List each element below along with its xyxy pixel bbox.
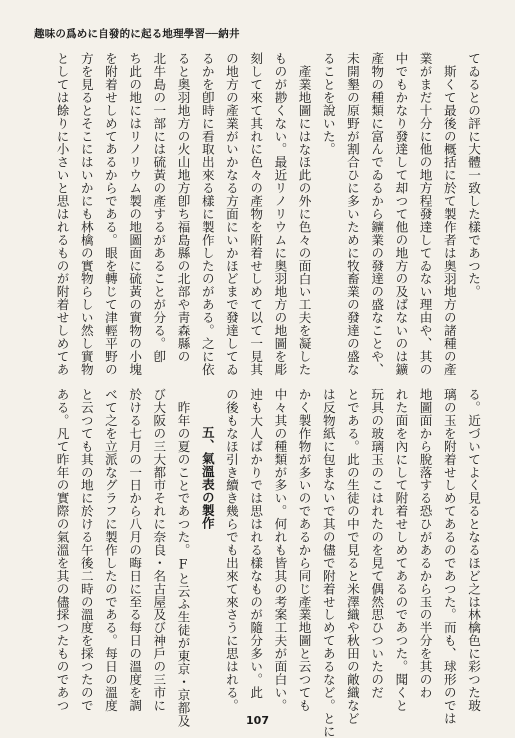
text-line: を附着せしめてあるからである。眼を轉じて津輕平野の xyxy=(102,52,118,376)
text-line: 於ける七月の一日から八月の晦日に至る每日の溫度を調 xyxy=(127,388,143,712)
text-line: ものが尠くない。最近リノリウムに奥羽地方の地圖を彫 xyxy=(272,52,288,376)
text-line: 斯くて最後の概括に於て製作者は奥羽地方の諸種の產 xyxy=(441,64,457,376)
section-heading: 五、氣溫表の製作 xyxy=(199,425,215,530)
text-line: べて之を立派なグラフに製作したのである。每日の溫度 xyxy=(102,388,118,712)
text-line: 方を見るとそこにはいかにも林檎の實物らしい然し實物 xyxy=(78,52,94,376)
text-line: 產業地圖にはなほ此の外に色々の面白い工夫を凝した xyxy=(296,64,312,376)
text-line: 北牛島の一部には硫黃の產するがあることが分る。卽 xyxy=(151,52,167,363)
text-line: 刻して來て其れに色々の產物を附着せしめて以て一見其 xyxy=(248,52,264,376)
text-line: てゐるとの評に大體一致した樣であつた。 xyxy=(466,52,481,299)
text-line: 業がまだ十分に他の地方程發達してゐない理由や、其の xyxy=(417,52,433,376)
text-line: ると奥羽地方の火山地方卽ち福島縣の北部や靑森縣の xyxy=(175,52,191,363)
text-line: 中々其の種類が多い。何れも皆其の考案工夫が面白い。 xyxy=(272,388,288,712)
text-line: 產物の種類に富んでゐるから鑛業の發達の盛なことや、 xyxy=(369,52,385,376)
text-line: とである。此の生徒の中で見ると米澤織や秋田の敵織など xyxy=(344,388,360,725)
text-line: 未開墾の原野が割合ひに多いために牧畜業の發達の盛な xyxy=(344,52,360,376)
text-line: るかを卽時に看取出來る樣に製作したのがある。之に依 xyxy=(199,52,215,376)
text-line: 地圖面から脫落する恐ひがあるから玉の半分を其のわ xyxy=(417,388,433,699)
text-line: ある。凡て昨年の實際の氣溫を其の儘採つたものであつ xyxy=(54,388,70,712)
text-line: としては餘りに小さいと思はれるものが附着せしめてあ xyxy=(54,52,70,376)
text-line: かく製作物が多いのであるから同じ產業地圖と云つても xyxy=(296,388,312,712)
text-line: の地方の產業がいかなる方面にいかほどまで發達してゐ xyxy=(223,52,239,376)
text-line: の後もなほ引き續き幾らでも出來て來さうに思はれる。 xyxy=(223,388,239,712)
text-line: と云つても其の地に於ける午後二時の溫度を採つたので xyxy=(78,388,94,712)
text-line: ち此の地にはリノリウム製の地圖面に硫黃の實物の小塊 xyxy=(127,52,143,376)
text-line: び大阪の三大都市それに奈良・名古屋及び神戶の三市に xyxy=(151,388,167,712)
text-line: 璃の玉を附着せしめてあるのであつた。而も、球形のでは xyxy=(441,388,457,725)
text-line: る。近づいてよく見るとなるほど之は林檎色に彩つた玻 xyxy=(466,388,481,712)
text-line: ることを說いた。 xyxy=(320,52,336,156)
upper-text-block xyxy=(27,52,485,376)
text-line: 中でもかなり發達して却つて他の地方の及ばないのは鑛 xyxy=(393,52,409,376)
text-line: れた面を內にして附着せしめてあるのであつた。聞くと xyxy=(393,388,409,712)
text-line: は反物紙に包まないで其の儘で附着せしめてあるなど。とに xyxy=(320,388,336,738)
text-line: 玩具の玻璃玉のこはれたのを見て偶然思ひついたのだ xyxy=(369,388,385,699)
text-line: 昨年の夏のことであつた。Fと云ふ生徒が東京・京都及 xyxy=(175,400,191,727)
page-number: 107 xyxy=(246,714,269,727)
running-header: 趣味の爲めに自發的に起る地理學習──納井 xyxy=(34,28,240,40)
text-line: 迚も大人ばかりでは思はれる樣なものが隨分多い。此 xyxy=(248,388,264,699)
